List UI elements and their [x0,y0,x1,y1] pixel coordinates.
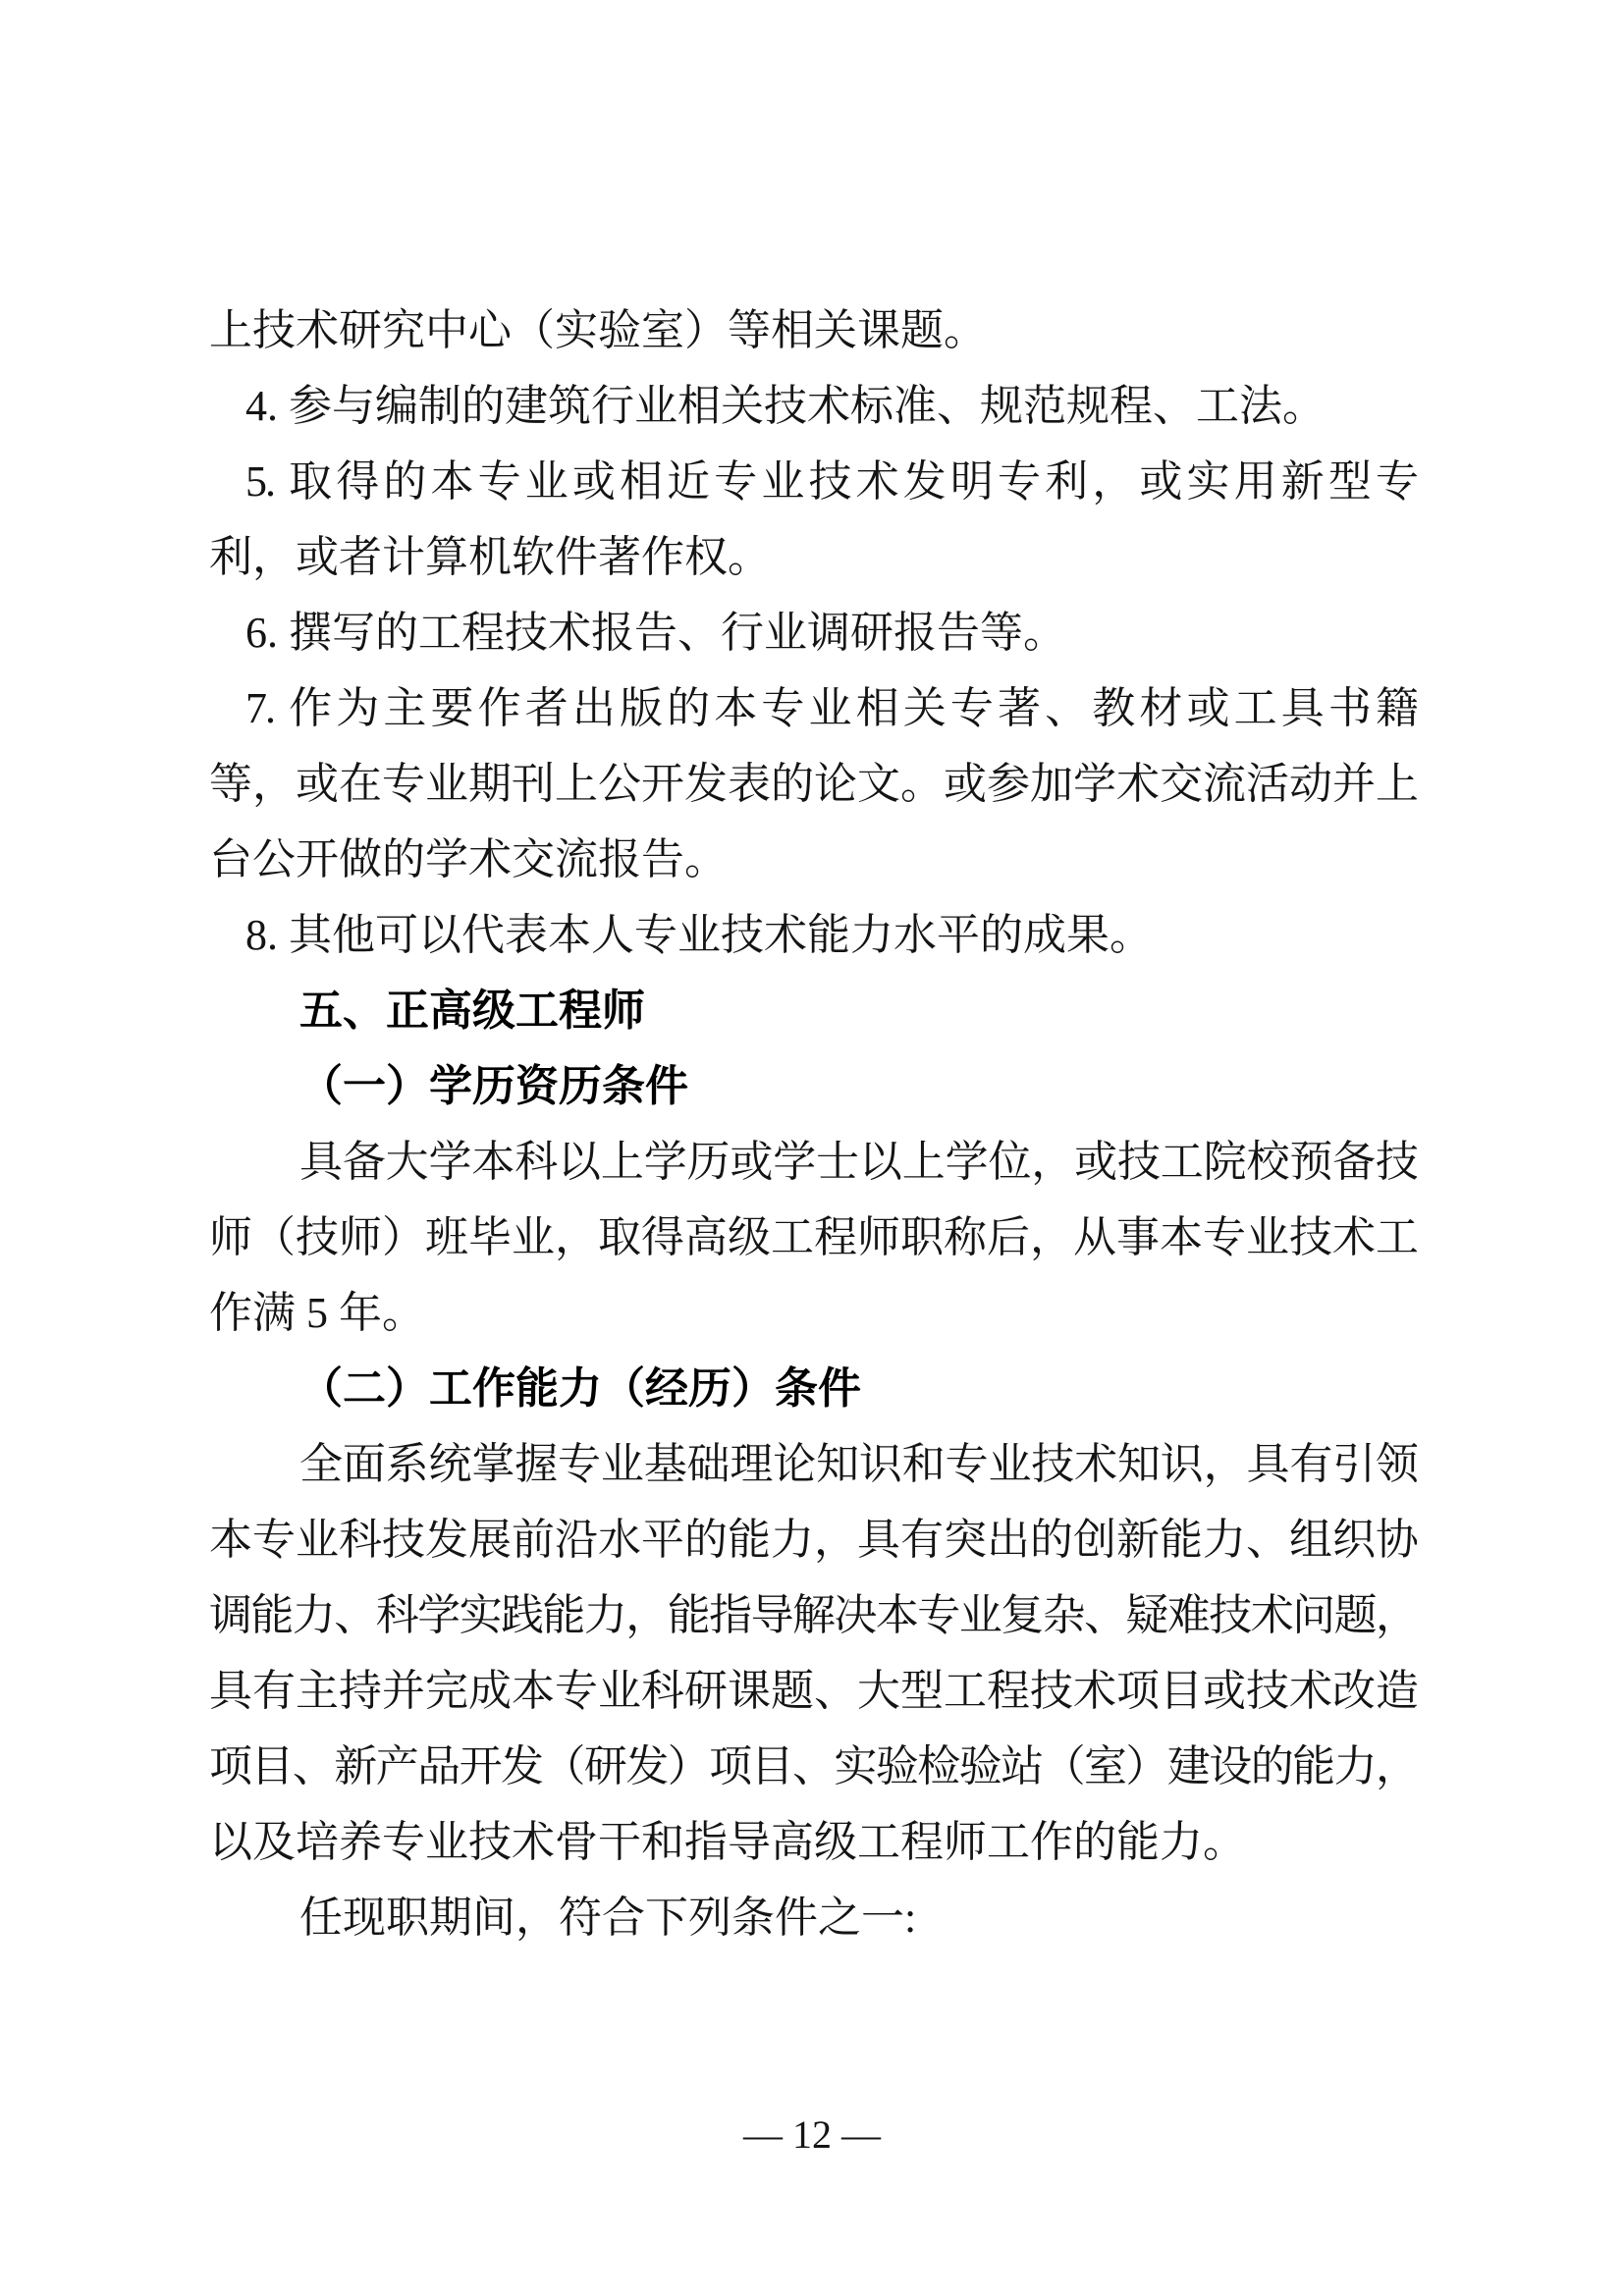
list-item-line: 4. 参与编制的建筑行业相关技术标准、规范规程、工法。 [245,382,1326,430]
text-line: 以及培养专业技术骨干和指导高级工程师工作的能力。 [209,1818,1246,1866]
paragraph-line: 全面系统掌握专业基础理论知识和专业技术知识，具有引领 [299,1440,1417,1488]
paragraph-line: 具备大学本科以上学历或学士以上学位，或技工院校预备技 [299,1138,1417,1186]
text-line: 师（技师）班毕业，取得高级工程师职称后，从事本专业技术工 [209,1213,1417,1261]
text-line: 等，或在专业期刊上公开发表的论文。或参加学术交流活动并上 [209,760,1417,808]
subsection-heading: （二）工作能力（经历）条件 [299,1364,861,1413]
page-number: — 12 — [743,2112,881,2157]
text-line: 作满 5 年。 [209,1289,425,1337]
list-item-line: 6. 撰写的工程技术报告、行业调研报告等。 [245,609,1066,657]
section-heading: 五、正高级工程师 [299,987,645,1035]
text-line: 利，或者计算机软件著作权。 [209,533,771,581]
text-block [209,293,1417,1955]
text-line: 本专业科技发展前沿水平的能力，具有突出的创新能力、组织协 [209,1516,1417,1564]
text-line: 具有主持并完成本专业科研课题、大型工程技术项目或技术改造 [209,1667,1417,1715]
list-item-line: 8. 其他可以代表本人专业技术能力水平的成果。 [245,911,1153,959]
text-line: 台公开做的学术交流报告。 [209,835,728,883]
subsection-heading: （一）学历资历条件 [299,1062,688,1110]
text-line: 调能力、科学实践能力，能指导解决本专业复杂、疑难技术问题， [209,1591,1417,1639]
list-item-line: 7. 作为主要作者出版的本专业相关专著、教材或工具书籍 [245,684,1417,732]
text-line: 上技术研究中心（实验室）等相关课题。 [209,306,987,354]
paragraph-line: 任现职期间，符合下列条件之一: [299,1894,917,1942]
list-item-line: 5. 取得的本专业或相近专业技术发明专利，或实用新型专 [245,457,1417,506]
text-line: 项目、新产品开发（研发）项目、实验检验站（室）建设的能力， [209,1742,1417,1790]
